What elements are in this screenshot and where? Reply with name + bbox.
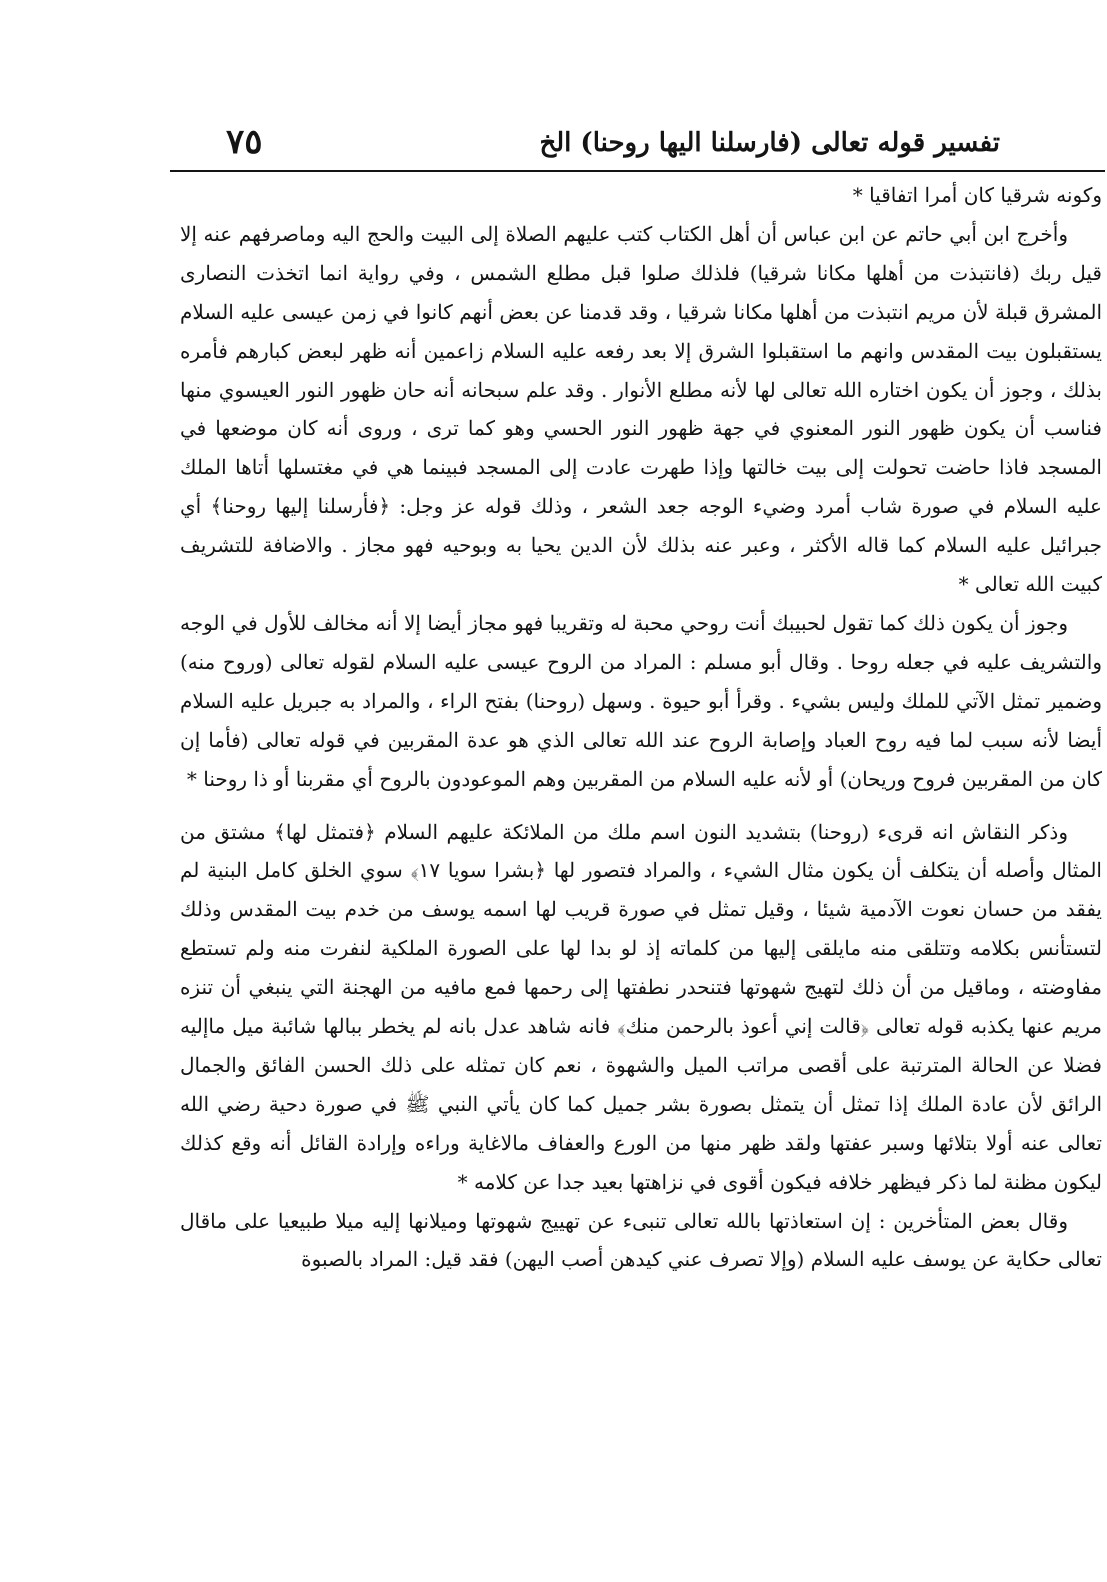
paragraph-5: وقال بعض المتأخرين : إن استعاذتها بالله تعالى تنبىء عن تهييج شهوتها وميلانها إليه ميلا طبيعيا على ماقال تعالى حكاية عن يوسف عليه السلام (وإلا تصرف عني كيدهن أصب اليهن) فقد قيل: المراد بالصبوة	[180, 1208, 1102, 1272]
page-number: ٧٥	[226, 122, 263, 162]
paragraph-2: وأخرج ابن أبي حاتم عن ابن عباس أن أهل الكتاب كتب عليهم الصلاة إلى البيت والحج اليه وماصرفهم عنه إلا قيل ربك (فانتبذت من أهلها مكانا شرقيا) فلذلك صلوا قبل مطلع الشمس ، وفي رواية انما اتخذت النصارى المشرق قبلة لأن مريم انتبذت من أهلها مكانا شرقيا ، وقد قدمنا عن بعض أنهم كانوا في زمن عيسى عليه السلام يستقبلون بيت المقدس وانهم ما استقبلوا الشرق إلا بعد رفعه عليه السلام زاعمين أنه ظهر لبعض كبارهم فأمره بذلك ، وجوز أن يكون اختاره الله تعالى لها لأنه مطلع الأنوار . وقد علم سبحانه أنه حان ظهور النور العيسوي منها فناسب أن يكون ظهور النور المعنوي في جهة ظهور النور الحسي وهو كما ترى ، وروى أنه كان موضعها في المسجد فاذا حاضت تحولت إلى بيت خالتها وإذا طهرت عادت إلى المسجد فبينما هي في مغتسلها أتاها الملك عليه السلام في صورة شاب أمرد وضيء الوجه جعد الشعر ، وذلك قوله عز وجل: ﴿فأرسلنا إليها روحنا﴾ أي جبرائيل عليه السلام كما قاله الأكثر ، وعبر عنه بذلك لأن الدين يحيا به وبوحيه فهو مجاز . والاضافة للتشريف كبيت الله تعالى *	[180, 221, 1102, 597]
paragraph-1: وكونه شرقيا كان أمرا اتفاقيا *	[852, 183, 1102, 207]
body-text	[180, 176, 1102, 1279]
page-header	[168, 118, 1107, 174]
header-rule	[170, 170, 1105, 172]
paragraph-4: وذكر النقاش انه قرىء (روحنا) بتشديد النون اسم ملك من الملائكة عليهم السلام ﴿فتمثل لها﴾ مشتق من المثال وأصله أن يتكلف أن يكون مثال الشيء ، والمراد فتصور لها ﴿بشرا سويا ١٧﴾ سوي الخلق كامل البنية لم يفقد من حسان نعوت الآدمية شيئا ، وقيل تمثل في صورة قريب لها اسمه يوسف من خدم بيت المقدس وذلك لتستأنس بكلامه وتتلقى منه مايلقى إليها من كلماته إذ لو بدا لها على الصورة الملكية لنفرت منه ولم تستطع مفاوضته ، وماقيل من أن ذلك لتهيج شهوتها فتنحدر نطفتها إلى رحمها فمع مافيه من الهجنة التي ينبغي أن تنزه مريم عنها يكذبه قوله تعالى ﴿قالت إني أعوذ بالرحمن منك﴾ فانه شاهد عدل بانه لم يخطر ببالها شائبة ميل ماإليه فضلا عن الحالة المترتبة على أقصى مراتب الميل والشهوة ، نعم كان تمثله على ذلك الحسن الفائق والجمال الرائق لأن عادة الملك إذا تمثل أن يتمثل بصورة بشر جميل كما كان يأتي النبي ﷺ في صورة دحية رضي الله تعالى عنه أولا بتلائها وسبر عفتها ولقد ظهر منها من الورع والعفاف مالاغاية وراءه وإرادة القائل أنه وقع كذلك ليكون مظنة لما ذكر فيظهر خلافه فيكون أقوى في نزاهتها بعيد جدا عن كلامه *	[180, 819, 1103, 1194]
paragraph-3: وجوز أن يكون ذلك كما تقول لحبيبك أنت روحي محبة له وتقريبا فهو مجاز أيضا إلا أنه مخالف للأول في الوجه والتشريف عليه في جعله روحا . وقال أبو مسلم : المراد من الروح عيسى عليه السلام لقوله تعالى (وروح منه) وضمير تمثل الآتي للملك وليس بشيء . وقرأ أبو حيوة . وسهل (روحنا) بفتح الراء ، والمراد به جبريل عليه السلام أيضا لأنه سبب لما فيه روح العباد وإصابة الروح عند الله تعالى الذي هو عدة المقربين في قوله تعالى (فأما إن كان من المقربين فروح وريحان) أو لأنه عليه السلام من المقربين وهم الموعودون بالروح أي مقربنا أو ذا روحنا *	[180, 610, 1102, 791]
running-title: تفسير قوله تعالى (فارسلنا اليها روحنا) الخ	[539, 128, 1000, 158]
